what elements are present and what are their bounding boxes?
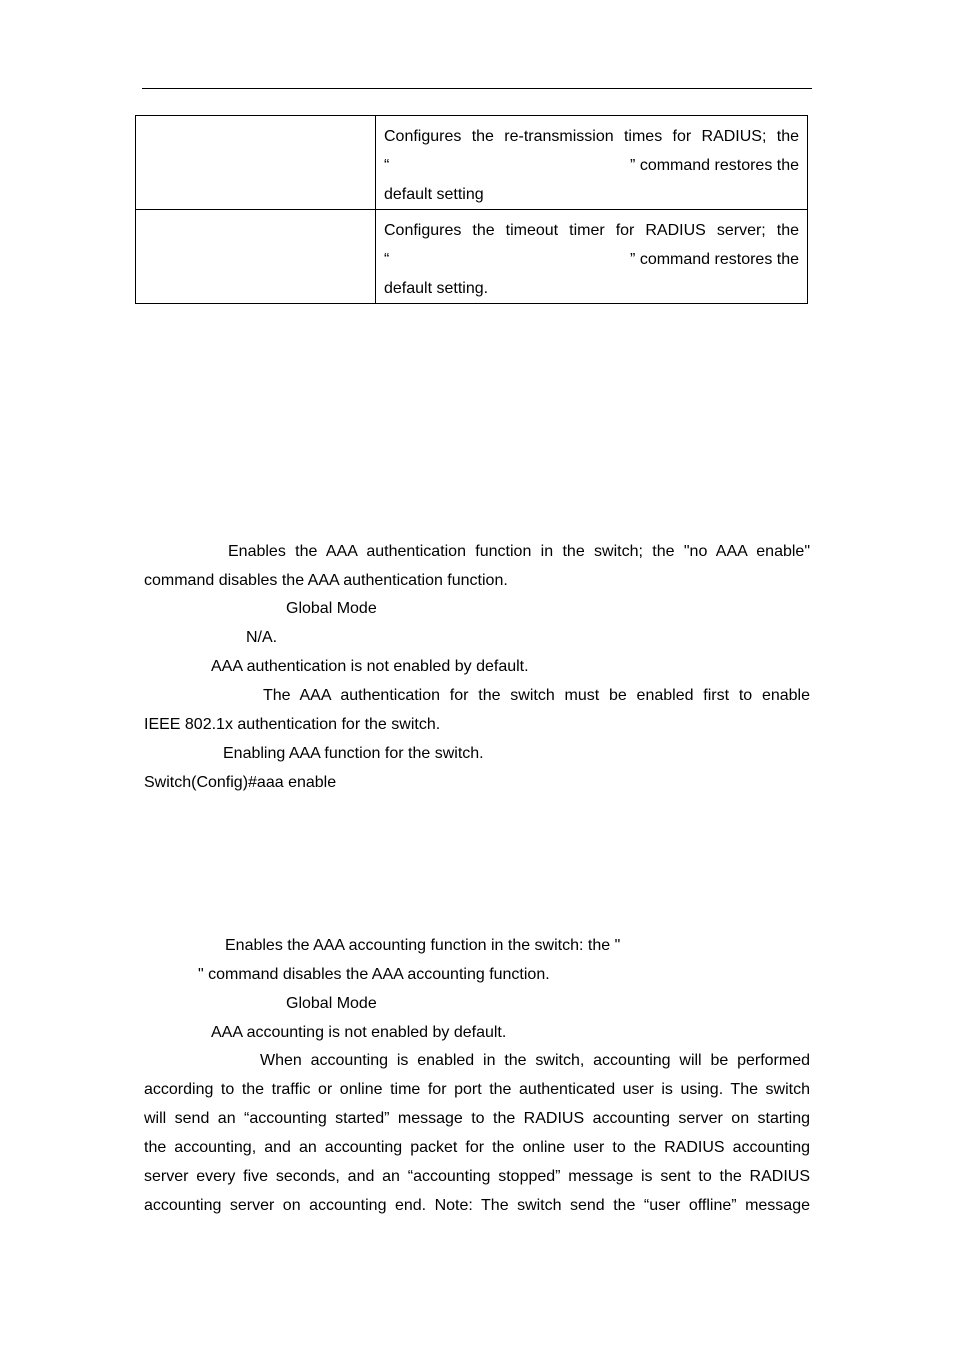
function-text: command disables the AAA authentication function. [144,572,508,589]
default-text: AAA accounting is not enabled by default. [211,1024,507,1041]
explanation-line: ” command restores the [630,157,799,174]
header-rule [142,88,812,89]
command-cell [136,116,376,210]
function-text: Enables the AAA accounting function in the switch: the " [225,937,621,954]
explanation-cell [376,116,808,210]
table-row [136,210,808,304]
explanation-line: default setting [384,186,484,203]
usage-text: the accounting, and an accounting packet for the online user to the RADIUS accounting [144,1139,810,1156]
usage-text: server every five seconds, and an “accounting stopped” message is sent to the RADIUS [144,1168,810,1185]
parameter-text: N/A. [246,629,278,646]
command-mode: Global Mode [286,995,377,1012]
usage-text: IEEE 802.1x authentication for the switch. [144,716,441,733]
example-text: Enabling AAA function for the switch. [223,745,484,762]
explanation-line: ” command restores the [630,251,799,268]
usage-text: accounting server on accounting end. Note: The switch send the “user offline” message [144,1197,810,1214]
function-text: " command disables the AAA accounting function. [198,966,550,983]
command-mode: Global Mode [286,600,377,617]
explanation-quote-line [384,245,799,274]
explanation-quote-line [384,151,799,180]
command-cell [136,210,376,304]
explanation-line: default setting. [384,280,489,297]
usage-text: will send an “accounting started” message to the RADIUS accounting server on starting [144,1110,810,1127]
usage-text: according to the traffic or online time for port the authenticated user is using. The switch [144,1081,810,1098]
open-quote: “ [384,157,390,174]
usage-text: The AAA authentication for the switch must be enabled first to enable [263,687,810,704]
usage-text: When accounting is enabled in the switch, accounting will be performed [260,1052,810,1069]
explanation-cell [376,210,808,304]
example-command: Switch(Config)#aaa enable [144,774,337,791]
function-text: Enables the AAA authentication function in the switch; the "no AAA enable" [228,543,810,560]
default-text: AAA authentication is not enabled by default. [211,658,529,675]
table-row [136,116,808,210]
explanation-line: Configures the re-transmission times for RADIUS; the [384,128,799,145]
open-quote: “ [384,251,390,268]
command-table [135,115,808,304]
explanation-line: Configures the timeout timer for RADIUS server; the [384,222,799,239]
